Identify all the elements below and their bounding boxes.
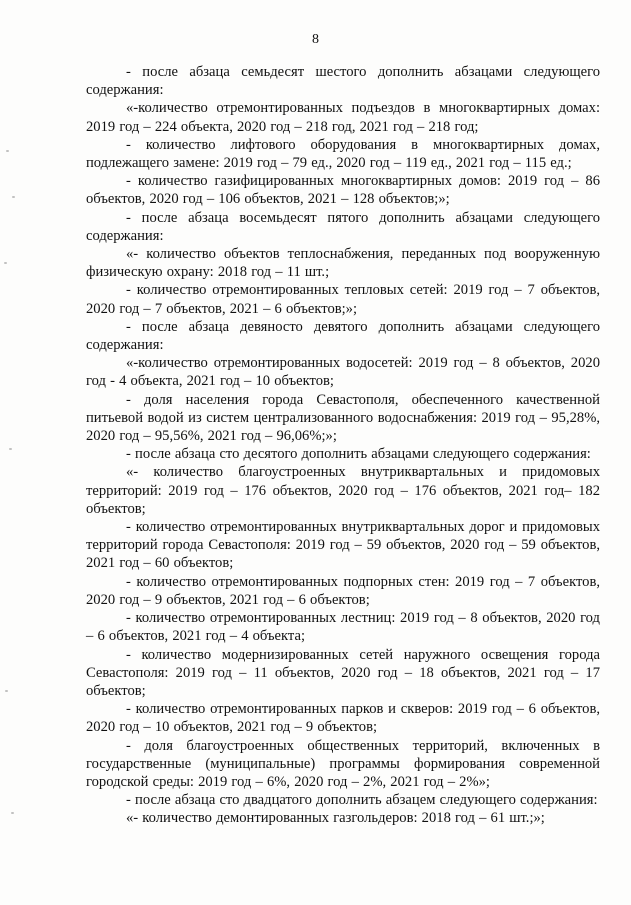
scan-speck bbox=[4, 262, 7, 264]
paragraph: - доля населения города Севастополя, обеспеченного качественной питьевой водой из систем централизованного водоснабжения: 2019 год – 95,28%, 2020 год – 95,56%, 2021 год – 96,06%;»; bbox=[86, 391, 600, 445]
paragraph: - количество отремонтированных лестниц: 2019 год – 8 объектов, 2020 год – 6 объектов, 2021 год – 4 объекта; bbox=[86, 610, 600, 645]
paragraph: «-количество отремонтированных подъездов в многоквартирных домах: 2019 год – 224 объекта, 2020 год – 218 год, 2021 год – 218 год; bbox=[86, 100, 600, 135]
scan-speck bbox=[5, 690, 8, 692]
paragraph: «-количество отремонтированных водосетей: 2019 год – 8 объектов, 2020 год - 4 объекта, 2021 год – 10 объектов; bbox=[86, 355, 600, 390]
paragraph: «- количество благоустроенных внутриквартальных и придомовых территорий: 2019 год – 176 объектов, 2020 год – 176 объектов, 2021 год– 182 объектов; bbox=[86, 464, 600, 517]
paragraph: - после абзаца семьдесят шестого дополнить абзацами следующего содержания: bbox=[86, 64, 600, 99]
paragraph: - после абзаца девяносто девятого дополнить абзацами следующего содержания: bbox=[86, 318, 600, 354]
paragraph: - количество модернизированных сетей наружного освещения города Севастополя: 2019 год – 11 объектов, 2020 год – 18 объектов, 2021 год – 17 объектов; bbox=[86, 646, 600, 699]
scan-speck bbox=[11, 812, 14, 814]
paragraph: - количество газифицированных многоквартирных домов: 2019 год – 86 объектов, 2020 год – 106 объектов, 2021 – 128 объектов;»; bbox=[86, 173, 600, 208]
paragraph: - доля благоустроенных общественных территорий, включенных в государственные (муниципальные) программы формирования современной городской среды: 2019 год – 6%, 2020 год – 2%, 2021 год – 2%»; bbox=[86, 737, 600, 790]
paragraph: «- количество объектов теплоснабжения, переданных под вооруженную физическую охрану: 2018 год – 11 шт.; bbox=[86, 246, 600, 281]
paragraph: - количество отремонтированных тепловых сетей: 2019 год – 7 объектов, 2020 год – 7 объектов, 2021 – 6 объектов;»; bbox=[86, 282, 600, 317]
page-number: 8 bbox=[312, 32, 319, 47]
scan-speck bbox=[6, 150, 9, 152]
paragraph: - количество отремонтированных парков и скверов: 2019 год – 6 объектов, 2020 год – 10 объектов, 2021 год – 9 объектов; bbox=[86, 701, 600, 736]
paragraph: - после абзаца сто десятого дополнить абзацами следующего содержания: bbox=[126, 446, 591, 463]
paragraph: - количество отремонтированных внутриквартальных дорог и придомовых территорий города Севастополя: 2019 год – 59 объектов, 2020 год – 59 объектов, 2021 год – 60 объектов; bbox=[86, 519, 600, 572]
paragraph: - количество отремонтированных подпорных стен: 2019 год – 7 объектов, 2020 год – 9 объектов, 2021 год – 6 объектов; bbox=[86, 573, 600, 608]
scan-speck bbox=[9, 448, 12, 450]
document-body bbox=[86, 63, 600, 828]
paragraph: - количество лифтового оборудования в многоквартирных домах, подлежащего замене: 2019 год – 79 ед., 2020 год – 119 ед., 2021 год – 115 ед.; bbox=[86, 136, 600, 172]
paragraph: - после абзаца восемьдесят пятого дополнить абзацами следующего содержания: bbox=[86, 209, 600, 244]
scan-speck bbox=[12, 196, 15, 198]
paragraph: «- количество демонтированных газгольдеров: 2018 год – 61 шт.;»; bbox=[126, 810, 545, 827]
paragraph: - после абзаца сто двадцатого дополнить абзацем следующего содержания: bbox=[126, 792, 598, 809]
